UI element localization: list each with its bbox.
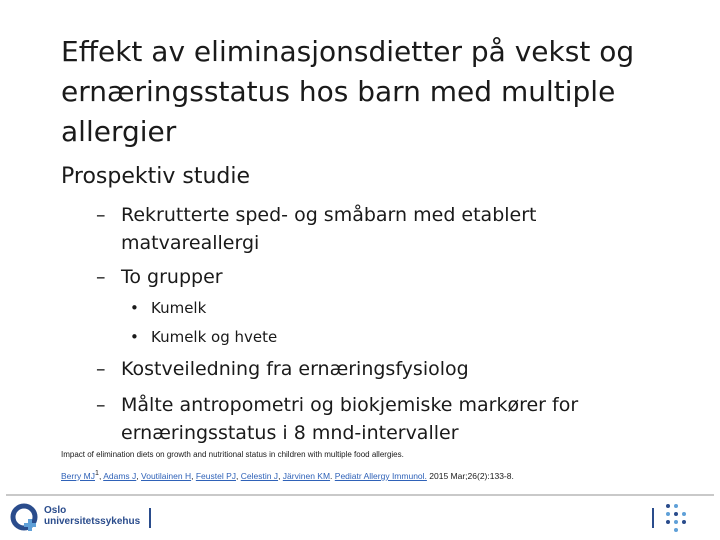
- brand-name: [44, 505, 140, 527]
- author-separator: ,: [278, 470, 283, 481]
- reference-citation: [61, 467, 514, 482]
- sub-bullet-text: Kumelk: [151, 299, 207, 317]
- footer-separator: [149, 508, 151, 528]
- bullet-text: Målte antropometri og biokjemiske markører for ernæringsstatus i 8 mnd-intervaller: [121, 394, 579, 444]
- brand-line-2: universitetssykehus: [44, 516, 141, 527]
- author-link[interactable]: Voutilainen H: [141, 470, 192, 481]
- citation-detail: 2015 Mar;26(2):133-8.: [426, 470, 514, 481]
- dash-marker: –: [96, 358, 106, 380]
- journal-link[interactable]: Pediatr Allergy Immunol.: [334, 470, 427, 481]
- author-separator: .: [330, 470, 335, 481]
- reference-title: Impact of elimination diets on growth and nutritional status in children with multiple food allergies.: [61, 450, 404, 459]
- author-separator: ,: [191, 470, 196, 481]
- author-link[interactable]: Celestin J: [240, 470, 279, 481]
- hospital-logo-icon: [10, 502, 42, 534]
- dash-marker: –: [96, 204, 106, 226]
- author-separator: ,: [236, 470, 241, 481]
- author-link[interactable]: Järvinen KM: [282, 470, 331, 481]
- bullet-measurements: [96, 391, 656, 447]
- author-link[interactable]: Feustel PJ: [195, 470, 236, 481]
- sub-bullet-cowmilk: [130, 297, 206, 319]
- bullet-diet-guidance: [96, 355, 656, 383]
- author-separator: ,: [98, 470, 104, 481]
- bullet-two-groups: [96, 263, 656, 291]
- sub-bullet-text: Kumelk og hvete: [151, 328, 278, 346]
- dash-marker: –: [96, 266, 106, 288]
- author-affiliation: 1: [95, 469, 99, 477]
- dot-marker: •: [130, 299, 139, 317]
- dash-marker: –: [96, 394, 106, 416]
- author-link[interactable]: Adams J: [103, 470, 137, 481]
- brand-line-1: Oslo: [44, 505, 67, 516]
- sub-bullet-cowmilk-wheat: [130, 326, 277, 348]
- bullet-text: To grupper: [121, 266, 223, 288]
- bullet-recruited: [96, 201, 656, 257]
- author-separator: ,: [136, 470, 142, 481]
- dot-marker: •: [130, 328, 139, 346]
- bullet-text: Kostveiledning fra ernæringsfysiolog: [121, 358, 469, 380]
- slide-subtitle: Prospektiv studie: [61, 164, 250, 189]
- author-link[interactable]: Berry MJ: [61, 470, 95, 481]
- slide-title: Effekt av eliminasjonsdietter på vekst og ernæringsstatus hos barn med multiple allergier: [61, 35, 635, 148]
- footer-separator-right: [652, 508, 654, 528]
- dot-grid-icon: [662, 502, 692, 534]
- bullet-text: Rekrutterte sped- og småbarn med etablert matvareallergi: [121, 204, 537, 254]
- footer-divider: [6, 494, 714, 496]
- reference-authors: [61, 471, 335, 481]
